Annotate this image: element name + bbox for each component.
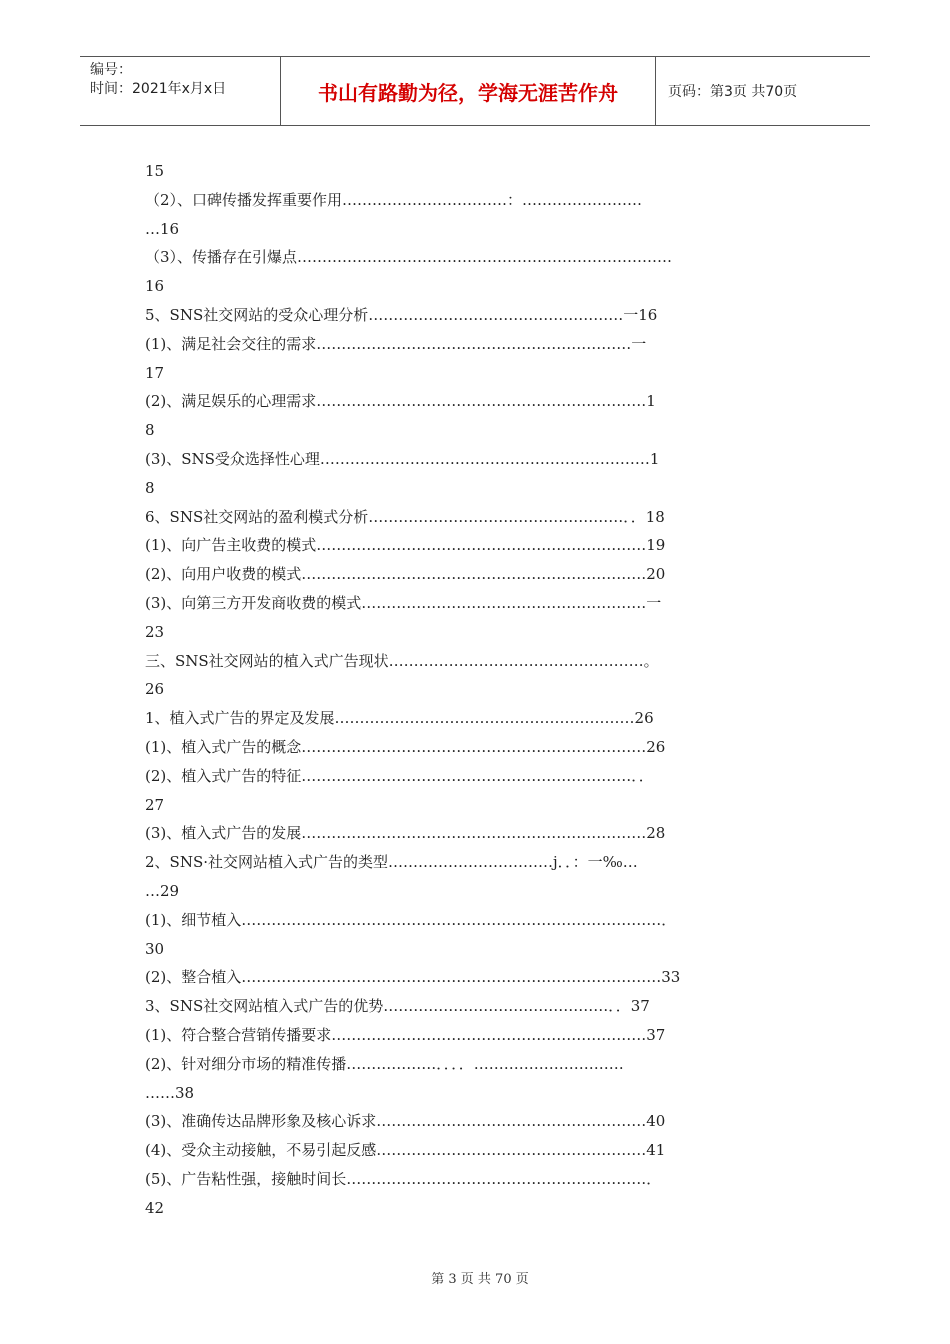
table-of-contents [145, 157, 810, 1222]
toc-line: (1)、满足社会交往的需求………………………………………………………一 [145, 334, 647, 353]
toc-line: (1)、植入式广告的概念……………………………………………………………26 [145, 737, 666, 756]
toc-line: (3)、准确传达品牌形象及核心诉求………………………………………………40 [145, 1112, 666, 1131]
doc-number-label: 编号： [90, 62, 132, 78]
toc-line: (1)、细节植入…………………………………………………………………………． [145, 910, 677, 929]
toc-line: 42 [145, 1198, 165, 1217]
toc-line: 15 [145, 162, 165, 180]
page-header [80, 56, 870, 126]
toc-line: 30 [145, 939, 165, 958]
toc-line: (3)、向第三方开发商收费的模式…………………………………………………一 [145, 593, 662, 612]
toc-line: …29 [145, 881, 180, 900]
toc-line: 三、SNS社交网站的植入式广告现状……………………………………………。 [145, 651, 659, 670]
toc-line: (1)、向广告主收费的模式…………………………………………………………19 [145, 536, 666, 555]
toc-line: 17 [145, 363, 165, 382]
toc-line: (2)、植入式广告的特征…………………………………………………………．． [145, 766, 654, 785]
toc-line: (2)、满足娱乐的心理需求…………………………………………………………1 [145, 392, 656, 411]
toc-line: 27 [145, 795, 165, 814]
toc-line: 8 [145, 478, 155, 497]
page-footer: 第 3 页 共 70 页 [431, 1272, 529, 1287]
header-meta [80, 57, 281, 125]
toc-line: （3）、传播存在引爆点………………………………………………………………… [145, 248, 673, 267]
toc-line: …16 [145, 219, 180, 238]
toc-line: (1)、符合整合营销传播要求………………………………………………………37 [145, 1025, 666, 1044]
header-motto: 书山有路勤为径，学海无涯苦作舟 [281, 57, 656, 125]
toc-line: (2)、向用户收费的模式……………………………………………………………20 [145, 565, 666, 584]
toc-line: 23 [145, 622, 165, 641]
toc-line: (3)、SNS受众选择性心理…………………………………………………………1 [145, 449, 660, 468]
header-page-info: 页码：第3页 共70页 [668, 84, 798, 100]
toc-line: 8 [145, 421, 155, 440]
doc-date: 时间：2021年x月x日 [90, 81, 227, 97]
toc-line: 16 [145, 277, 165, 296]
toc-line: ……38 [145, 1083, 195, 1102]
toc-line: （2）、口碑传播发挥重要作用……………………………：…………………… [145, 190, 643, 209]
toc-line: 2、SNS·社交网站植入式广告的类型……………………………j．．：一‰… [145, 853, 638, 872]
toc-line: (5)、广告粘性强，接触时间长……………………………………………………． [145, 1169, 662, 1188]
toc-line: (2)、针对细分市场的精准传播………………．．．．………………………… [145, 1054, 624, 1073]
toc-line: (2)、整合植入…………………………………………………………………………33 [145, 968, 681, 987]
toc-line: 6、SNS社交网站的盈利模式分析……………………………………………．．18 [145, 507, 665, 526]
toc-line: 3、SNS社交网站植入式广告的优势………………………………………．．37 [145, 997, 650, 1016]
toc-line: (4)、受众主动接触，不易引起反感………………………………………………41 [145, 1141, 666, 1160]
toc-line: 26 [145, 680, 165, 699]
toc-line: (3)、植入式广告的发展……………………………………………………………28 [145, 824, 666, 843]
toc-line: 1、植入式广告的界定及发展……………………………………………………26 [145, 709, 654, 728]
toc-line: 5、SNS社交网站的受众心理分析……………………………………………一16 [145, 305, 658, 324]
